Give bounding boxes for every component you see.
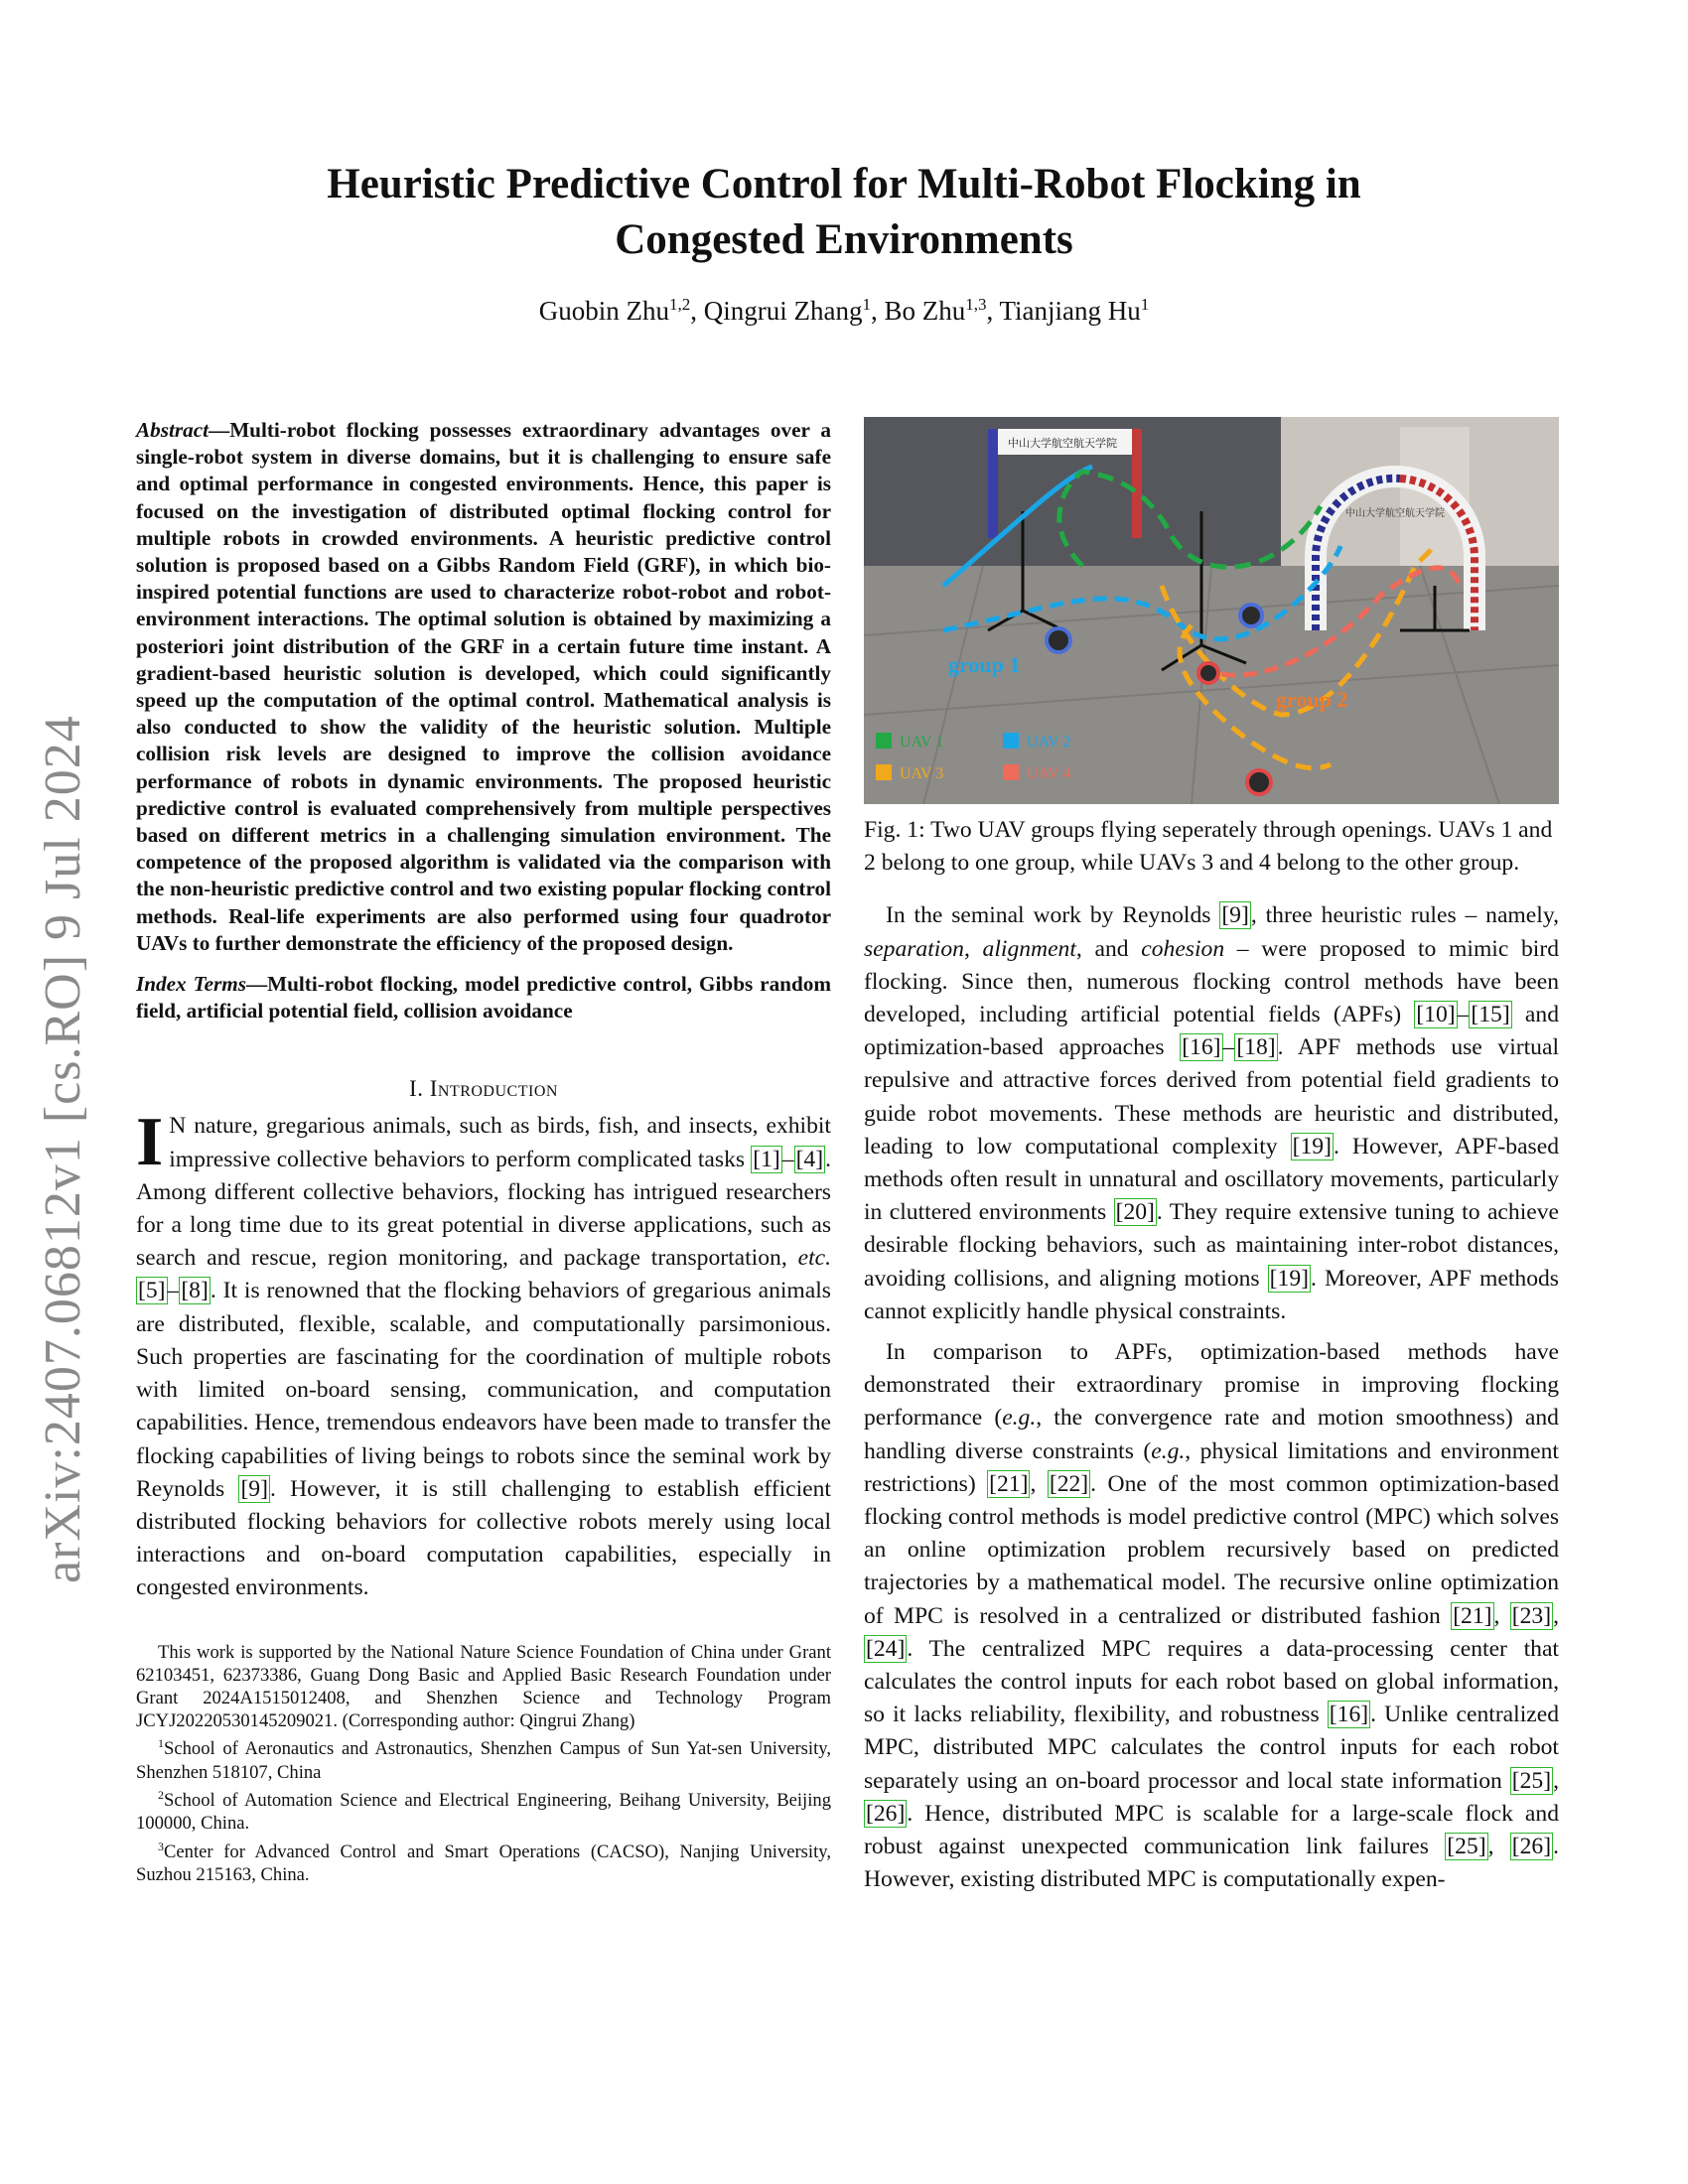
abstract-text: —Multi-robot flocking possesses extraordinary advantages over a single-robot system in diverse domains, but it is challenging to ensure safe and optimal performance in congested environments. Hence, this paper is focused on the investigation of distributed optimal flocking control for multiple robots in crowded environments. A heuristic predictive control solution is proposed based on a Gibbs Random Field (GRF), in which bio-inspired potential functions are used to characterize robot-robot and robot-environment interactions. The optimal solution is obtained by maximizing a posteriori joint distribution of the GRF in a certain future time instant. A gradient-based heuristic solution is developed, which could significantly speed up the computation of the optimal control. Mathematical analysis is also conducted to show the validity of the heuristic solution. Multiple collision risk levels are designed to improve the collision avoidance performance of robots in dynamic environments. The proposed heuristic predictive control is evaluated comprehensively from multiple perspectives based on different metrics in a challenging simulation environment. The competence of the proposed algorithm is validated via the comparison with the non-heuristic predictive control and two existing popular flocking control methods. Real-life experiments are also performed using four quadrotor UAVs to further demonstrate the efficiency of the proposed design. xyxy=(136,418,831,955)
citation-link[interactable]: [4] xyxy=(795,1146,824,1172)
figure-caption: Fig. 1: Two UAV groups flying seperately through openings. UAVs 1 and 2 belong to one group, while UAVs 3 and 4 belong to the other group. xyxy=(864,817,1553,877)
footnote-funding: This work is supported by the National Nature Science Foundation of China under Grant 62103451, 62373386, Guang Dong Basic and Applied Basic Research Foundation under Grant 2024A1515012408, and Shenzhen Science and Technology Program JCYJ20220530145209021. (Corresponding author: Qingrui Zhang) xyxy=(136,1641,831,1732)
author: Bo Zhu$^{1,3}$ xyxy=(884,295,987,326)
index-terms-text: —Multi-robot flocking, model predictive control, Gibbs random field, artificial potential field, collision avoidance xyxy=(136,972,831,1024)
author: Tianjiang Hu$^1$ xyxy=(999,295,1150,326)
legend-uav1: UAV 1 xyxy=(900,734,944,751)
citation-link[interactable]: [1] xyxy=(753,1146,780,1172)
emphasis-text: e.g. xyxy=(1151,1437,1186,1464)
citation-link[interactable]: [10] xyxy=(1416,1002,1456,1028)
citation-link[interactable]: [21] xyxy=(1453,1602,1492,1629)
citation-link[interactable]: [16] xyxy=(1329,1702,1369,1728)
abstract xyxy=(136,417,831,957)
intro-paragraph: I N nature, gregarious animals, such as birds, fish, and insects, exhibit impressive collective behaviors to perform complicated tasks [1]–[4]. Among different collective behaviors, flocking has intrigued researchers for a long time due to its great potential in diverse applications, such as search and rescue, region monitoring, and package transportation, etc. [5]–[8]. It is renowned that the flocking behaviors of gregarious animals are distributed, flexible, scalable, and computationally parsimonious. Such properties are fascinating for the coordination of multiple robots with limited on-board sensing, communication, and computation capabilities. Hence, tremendous endeavors have been made to transfer the flocking capabilities of living beings to robots since the seminal work by Reynolds [9]. However, it is still challenging to establish efficient distributed flocking behaviors for collective robots merely using local interactions and on-board computation capabilities, especially in congested environments. xyxy=(136,1104,831,1601)
index-terms xyxy=(136,971,831,1024)
author-list: Guobin Zhu$^{1,2}$, Qingrui Zhang$^1$, Bo Zhu$^{1,3}$, Tianjiang Hu$^1$ xyxy=(538,295,1150,326)
footnotes xyxy=(136,1641,831,1887)
left-column xyxy=(136,417,831,1886)
title-line-2: Congested Environments xyxy=(615,216,1073,263)
citation-link[interactable]: [16] xyxy=(1182,1034,1221,1061)
citation-link[interactable]: [8] xyxy=(181,1278,209,1304)
emphasis-text: cohesion xyxy=(1141,935,1225,962)
citation-link[interactable]: [25] xyxy=(1447,1834,1486,1860)
abstract-label: Abstract xyxy=(136,418,209,442)
paper-title xyxy=(139,157,1549,268)
uav-drone xyxy=(1198,663,1218,683)
footnote-affiliation-1: $^1$School of Aeronautics and Astronautics, Shenzhen Campus of Sun Yat-sen University, Shenzhen 518107, China xyxy=(136,1736,831,1783)
citation-link[interactable]: [20] xyxy=(1115,1199,1155,1226)
citation-link[interactable]: [26] xyxy=(1511,1834,1552,1860)
citation-link[interactable]: [25] xyxy=(1511,1767,1552,1794)
title-line-1: Heuristic Predictive Control for Multi-Robot Flocking in xyxy=(327,161,1361,207)
footnote-affiliation-3: $^3$Center for Advanced Control and Smart Operations (CACSO), Nanjing University, Suzhou 215163, China. xyxy=(136,1839,831,1885)
citation-link[interactable]: [23] xyxy=(1511,1602,1552,1629)
footnote-affiliation-2: $^2$School of Automation Science and Electrical Engineering, Beihang University, Beijing 100000, China. xyxy=(136,1787,831,1835)
arxiv-stamp: arXiv:2407.06812v1 [cs.RO] 9 Jul 2024 xyxy=(35,715,91,1583)
legend-uav2: UAV 2 xyxy=(1027,734,1071,751)
section-heading: I. Introduction xyxy=(409,1076,558,1102)
group1-label: group 1 xyxy=(948,652,1021,677)
legend-uav4: UAV 4 xyxy=(1027,765,1071,782)
index-terms-label: Index Terms xyxy=(136,972,246,997)
right-column xyxy=(864,417,1559,1897)
citation-link[interactable]: [21] xyxy=(989,1470,1029,1497)
emphasis-text: alignment xyxy=(982,935,1076,962)
citation-link[interactable]: [19] xyxy=(1269,1265,1309,1292)
citation-link[interactable]: [19] xyxy=(1292,1133,1332,1160)
citation-link[interactable]: [15] xyxy=(1471,1002,1510,1028)
citation-link[interactable]: [22] xyxy=(1049,1470,1089,1497)
arch-banner-text: 中山大学航空航天学院 xyxy=(1345,508,1445,519)
figure-uav-photo xyxy=(864,417,1559,804)
uav-drone xyxy=(1247,770,1271,794)
legend-uav3: UAV 3 xyxy=(900,765,944,782)
emphasis-text: e.g. xyxy=(1002,1405,1037,1432)
citation-link[interactable]: [9] xyxy=(240,1475,268,1502)
citation-link[interactable]: [26] xyxy=(866,1800,906,1827)
drop-cap: I xyxy=(136,1104,164,1181)
emphasis-text: etc. xyxy=(797,1245,831,1272)
emphasis-text: separation xyxy=(864,935,964,962)
citation-link[interactable]: [24] xyxy=(866,1635,906,1662)
uav-drone xyxy=(1240,605,1262,626)
uav-drone xyxy=(1047,628,1070,652)
uav-scene-illustration xyxy=(864,417,1559,804)
group2-label: group 2 xyxy=(1276,687,1348,712)
citation-link[interactable]: [18] xyxy=(1236,1034,1276,1061)
banner-top-text: 中山大学航空航天学院 xyxy=(1008,437,1117,450)
body-paragraph: In the seminal work by Reynolds [9], three heuristic rules – namely, separation, alignment, and cohesion – were proposed to mimic bird flocking. Since then, numerous flocking control methods have been developed, including artificial potential fields (APFs) [10]–[15] and optimization-based approaches [16]–[18]. APF methods use virtual repulsive and attractive forces derived from potential field gradients to guide robot movements. These methods are heuristic and distributed, leading to low computational complexity [19]. However, APF-based methods often result in unnatural and oscillatory movements, particularly in cluttered environments [20]. They require extensive tuning to achieve desirable flocking behaviors, such as maintaining inter-robot distances, avoiding collisions, and aligning motions [19]. Moreover, APF methods cannot explicitly handle physical constraints. xyxy=(864,902,1560,1324)
citation-link[interactable]: [9] xyxy=(1221,902,1249,929)
author: Qingrui Zhang$^1$ xyxy=(703,295,871,326)
author: Guobin Zhu$^{1,2}$ xyxy=(538,295,691,326)
body-paragraph: In comparison to APFs, optimization-based methods have demonstrated their extraordinary promise in improving flocking performance (e.g., the convergence rate and motion smoothness) and handling diverse constraints (e.g., physical limitations and environment restrictions) [21], [22]. One of the most common optimization-based flocking control methods is model predictive control (MPC) which solves an online optimization problem recursively based on predicted trajectories by a mathematical model. The recursive online optimization of MPC is resolved in a centralized or distributed fashion [21], [23], [24]. The centralized MPC requires a data-processing center that calculates the control inputs for each robot based on global information, so it lacks reliability, flexibility, and robustness [16]. Unlike centralized MPC, distributed MPC calculates the control inputs for each robot separately using an on-board processor and local state information [25], [26]. Hence, distributed MPC is scalable for a large-scale flock and robust against unexpected communication link failures [25], [26]. However, existing distributed MPC is computationally expen- xyxy=(864,1339,1559,1893)
citation-link[interactable]: [5] xyxy=(138,1278,166,1304)
